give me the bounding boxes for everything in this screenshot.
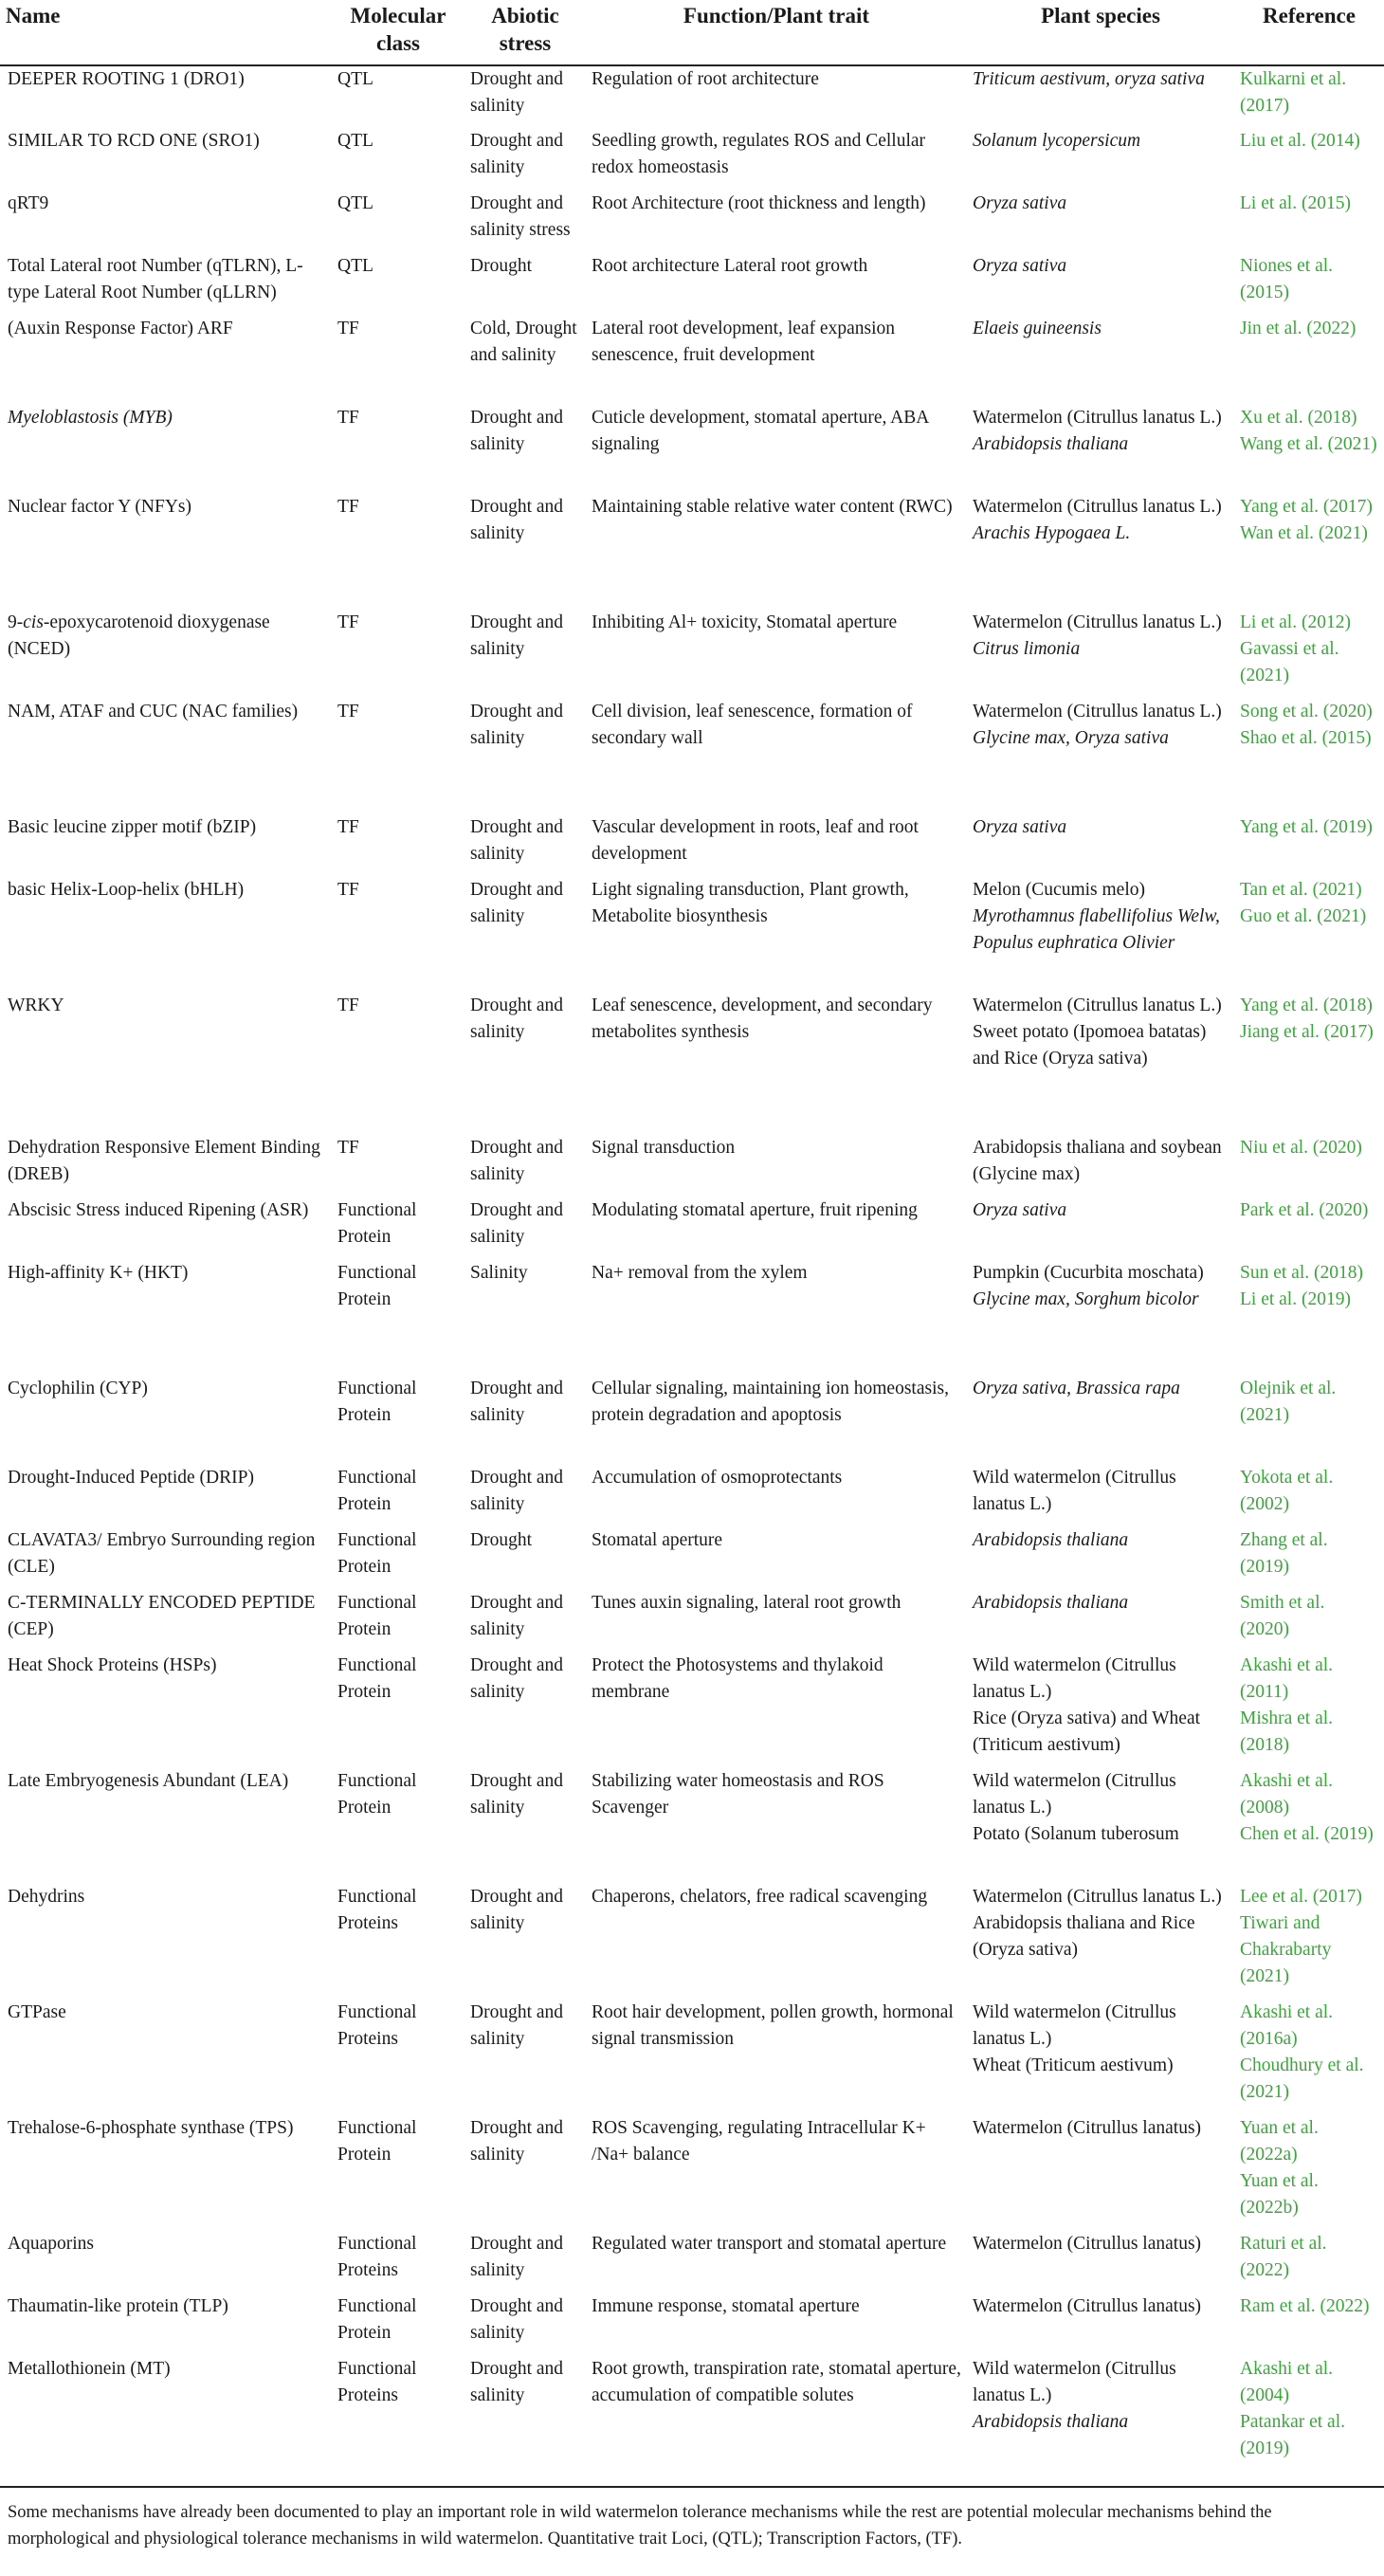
species-line: Wheat (Triticum aestivum) (973, 2055, 1174, 2075)
cell-function: Modulating stomatal aperture, fruit ripening (592, 1200, 918, 1220)
cell-species (967, 877, 1234, 993)
table-row (0, 1465, 1384, 1527)
cell-class: QTL (337, 256, 373, 276)
reference-link[interactable]: Shao et al. (2015) (1240, 728, 1372, 748)
cell-reference (1234, 1260, 1384, 1376)
cell-name: Abscisic Stress induced Ripening (ASR) (8, 1200, 309, 1220)
cell-name: Drought-Induced Peptide (DRIP) (8, 1468, 254, 1488)
cell-reference-link[interactable]: Liu et al. (2014) (1240, 131, 1360, 151)
header-molecular-class: Molecular class (332, 0, 464, 65)
cell-species (967, 1260, 1234, 1376)
cell-function: Inhibiting Al+ toxicity, Stomatal aperture (592, 612, 898, 632)
cell-name: Dehydrins (8, 1887, 85, 1907)
table-row (0, 1527, 1384, 1590)
table-row (0, 1653, 1384, 1768)
cell-species: Oryza sativa (973, 256, 1067, 276)
name-part: cis (23, 612, 44, 632)
table-row (0, 494, 1384, 610)
reference-link[interactable]: Gavassi et al. (2021) (1240, 639, 1339, 685)
reference-link[interactable]: Choudhury et al. (2021) (1240, 2055, 1364, 2102)
cell-function: ROS Scavenging, regulating Intracellular K+ /Na+ balance (592, 2118, 926, 2165)
cell-class: TF (337, 612, 359, 632)
cell-class: Functional Proteins (337, 2359, 417, 2405)
cell-reference (1234, 1884, 1384, 2000)
cell-reference (1234, 699, 1384, 814)
header-function: Function/Plant trait (586, 0, 967, 65)
reference-link[interactable]: Yuan et al. (2022b) (1240, 2171, 1319, 2218)
cell-name: Dehydration Responsive Element Binding (DREB) (8, 1138, 320, 1184)
cell-species: Oryza sativa (973, 817, 1067, 837)
cell-class: TF (337, 702, 359, 722)
cell-stress: Drought and salinity (470, 2002, 564, 2049)
cell-stress: Drought (470, 256, 532, 276)
cell-reference-link[interactable]: Niones et al. (2015) (1240, 256, 1334, 302)
cell-species: Triticum aestivum, oryza sativa (973, 69, 1205, 89)
cell-class: Functional Proteins (337, 1887, 417, 1933)
cell-stress: Drought and salinity (470, 1200, 564, 1247)
cell-stress: Drought and salinity (470, 69, 564, 116)
cell-species: Arabidopsis thaliana and soybean (Glycine max) (973, 1138, 1222, 1184)
cell-name: Aquaporins (8, 2234, 94, 2254)
cell-class: TF (337, 497, 359, 517)
cell-reference (1234, 405, 1384, 494)
cell-function: Tunes auxin signaling, lateral root growth (592, 1593, 901, 1613)
species-line: Myrothamnus flabellifolius Welw, Populus euphratica Olivier (973, 906, 1220, 953)
cell-name: High-affinity K+ (HKT) (8, 1263, 189, 1283)
species-line: Arabidopsis thaliana (973, 2412, 1129, 2432)
species-line: Arabidopsis thaliana (973, 434, 1129, 454)
cell-species (967, 2356, 1234, 2462)
cell-name: basic Helix-Loop-helix (bHLH) (8, 880, 245, 900)
reference-link[interactable]: Akashi et al. (2004) (1240, 2359, 1334, 2405)
header-reference: Reference (1234, 0, 1384, 65)
cell-reference-link[interactable]: Ram et al. (2022) (1240, 2296, 1370, 2316)
cell-name: NAM, ATAF and CUC (NAC families) (8, 702, 299, 722)
cell-stress: Drought and salinity (470, 612, 564, 659)
reference-link[interactable]: Akashi et al. (2008) (1240, 1771, 1334, 1818)
cell-function: Root architecture Lateral root growth (592, 256, 868, 276)
cell-reference (1234, 2000, 1384, 2115)
table-row (0, 2000, 1384, 2115)
species-line: Watermelon (Citrullus lanatus L.) (973, 702, 1222, 722)
cell-class: Functional Protein (337, 1530, 417, 1577)
cell-name: Late Embryogenesis Abundant (LEA) (8, 1771, 289, 1791)
table-row (0, 65, 1384, 128)
reference-link[interactable]: Lee et al. (2017) (1240, 1887, 1362, 1907)
cell-function: Cell division, leaf senescence, formation of secondary wall (592, 702, 913, 748)
reference-link[interactable]: Jiang et al. (2017) (1240, 1022, 1374, 1042)
cell-class: Functional Proteins (337, 2234, 417, 2280)
species-line: Wild watermelon (Citrullus lanatus L.) (973, 2002, 1176, 2049)
cell-class: TF (337, 880, 359, 900)
cell-function: Signal transduction (592, 1138, 736, 1158)
reference-link[interactable]: Xu et al. (2018) (1240, 408, 1357, 428)
cell-function: Maintaining stable relative water content (RWC) (592, 497, 953, 517)
cell-reference (1234, 993, 1384, 1135)
table-row (0, 2293, 1384, 2356)
reference-link[interactable]: Yang et al. (2017) (1240, 497, 1373, 517)
table-row (0, 877, 1384, 993)
table-row (0, 316, 1384, 405)
cell-class: Functional Proteins (337, 2002, 417, 2049)
cell-reference-link[interactable]: Yang et al. (2019) (1240, 817, 1373, 837)
cell-stress: Drought and salinity (470, 2118, 564, 2165)
cell-species: Watermelon (Citrullus lanatus) (973, 2234, 1202, 2254)
reference-link[interactable]: Patankar et al. (2019) (1240, 2412, 1345, 2458)
species-line: Wild watermelon (Citrullus lanatus L.) (973, 2359, 1176, 2405)
cell-species (967, 993, 1234, 1135)
table-header-row (0, 0, 1384, 65)
cell-reference (1234, 877, 1384, 993)
cell-reference (1234, 2356, 1384, 2462)
name-part: 9- (8, 612, 24, 632)
cell-stress: Drought and salinity (470, 2234, 564, 2280)
cell-stress: Drought (470, 1530, 532, 1550)
reference-link[interactable]: Yang et al. (2018) (1240, 996, 1373, 1015)
species-line: Melon (Cucumis melo) (973, 880, 1145, 900)
table-row (0, 405, 1384, 494)
name-part: -epoxycarotenoid dioxygenase (NCED) (8, 612, 270, 659)
cell-species (967, 1768, 1234, 1884)
cell-name: Metallothionein (MT) (8, 2359, 171, 2379)
cell-name: Basic leucine zipper motif (bZIP) (8, 817, 257, 837)
cell-species (967, 1884, 1234, 2000)
species-line: Wild watermelon (Citrullus lanatus L.) (973, 1771, 1176, 1818)
cell-function: Vascular development in roots, leaf and root development (592, 817, 919, 864)
cell-name: (Auxin Response Factor) ARF (8, 319, 233, 338)
cell-name: WRKY (8, 996, 64, 1015)
cell-stress: Drought and salinity (470, 880, 564, 926)
species-line: Sweet potato (Ipomoea batatas) and Rice (Oryza sativa) (973, 1022, 1207, 1069)
cell-stress: Drought and salinity (470, 1138, 564, 1184)
reference-link[interactable]: Yuan et al. (2022a) (1240, 2118, 1319, 2165)
cell-species: Solanum lycopersicum (973, 131, 1141, 151)
cell-stress: Drought and salinity (470, 1379, 564, 1425)
cell-class: Functional Protein (337, 1771, 417, 1818)
reference-link[interactable]: Chen et al. (2019) (1240, 1824, 1374, 1844)
species-line: Watermelon (Citrullus lanatus L.) (973, 1887, 1222, 1907)
cell-class: TF (337, 1138, 359, 1158)
cell-class: Functional Protein (337, 1593, 417, 1639)
cell-species: Arabidopsis thaliana (973, 1530, 1129, 1550)
table-row (0, 1376, 1384, 1465)
reference-link[interactable]: Akashi et al. (2016a) (1240, 2002, 1334, 2049)
cell-reference-link[interactable]: Olejnik et al. (2021) (1240, 1379, 1337, 1425)
cell-reference (1234, 1768, 1384, 1884)
cell-name: Thaumatin-like protein (TLP) (8, 2296, 228, 2316)
cell-reference-link[interactable]: Zhang et al. (2019) (1240, 1530, 1328, 1577)
cell-species: Oryza sativa (973, 1200, 1067, 1220)
cell-function: Lateral root development, leaf expansion senescence, fruit development (592, 319, 895, 365)
species-line: Potato (Solanum tuberosum (973, 1824, 1179, 1844)
cell-function: Root growth, transpiration rate, stomatal aperture, accumulation of compatible solutes (592, 2359, 961, 2405)
cell-function: Na+ removal from the xylem (592, 1263, 808, 1283)
table-row (0, 2231, 1384, 2293)
cell-class: Functional Protein (337, 1200, 417, 1247)
species-line: Arachis Hypogaea L. (973, 523, 1131, 543)
cell-function: Protect the Photosystems and thylakoid membrane (592, 1655, 883, 1702)
cell-class: TF (337, 408, 359, 428)
cell-function: Light signaling transduction, Plant growth, Metabolite biosynthesis (592, 880, 909, 926)
cell-reference (1234, 494, 1384, 610)
cell-name: Heat Shock Proteins (HSPs) (8, 1655, 217, 1675)
reference-link[interactable]: Sun et al. (2018) (1240, 1263, 1363, 1283)
reference-link[interactable]: Guo et al. (2021) (1240, 906, 1367, 926)
reference-link[interactable]: Li et al. (2019) (1240, 1289, 1351, 1309)
cell-stress: Cold, Drought and salinity (470, 319, 577, 365)
cell-stress: Drought and salinity (470, 702, 564, 748)
header-name: Name (0, 0, 332, 65)
table-row (0, 2356, 1384, 2462)
table-row (0, 1135, 1384, 1197)
table-row (0, 1260, 1384, 1376)
cell-class: Functional Protein (337, 1468, 417, 1514)
cell-reference-link[interactable]: Jin et al. (2022) (1240, 319, 1357, 338)
cell-stress: Salinity (470, 1263, 528, 1283)
species-line: Watermelon (Citrullus lanatus L.) (973, 497, 1222, 517)
species-line: Pumpkin (Cucurbita moschata) (973, 1263, 1204, 1283)
cell-function: Stabilizing water homeostasis and ROS Scavenger (592, 1771, 884, 1818)
cell-species (967, 610, 1234, 699)
species-line: Glycine max, Oryza sativa (973, 728, 1169, 748)
table-row (0, 191, 1384, 253)
table-bottom-rule (0, 2486, 1384, 2488)
cell-species: Wild watermelon (Citrullus lanatus L.) (973, 1468, 1176, 1514)
table-row (0, 1197, 1384, 1260)
table-row (0, 1768, 1384, 1884)
cell-reference (1234, 1653, 1384, 1768)
cell-function: Stomatal aperture (592, 1530, 723, 1550)
table-row (0, 2115, 1384, 2231)
cell-species: Oryza sativa, Brassica rapa (973, 1379, 1180, 1398)
cell-function: Regulation of root architecture (592, 69, 819, 89)
cell-reference (1234, 610, 1384, 699)
cell-class: QTL (337, 193, 373, 213)
cell-name: SIMILAR TO RCD ONE (SRO1) (8, 131, 260, 151)
cell-name: DEEPER ROOTING 1 (DRO1) (8, 69, 245, 89)
cell-species (967, 1653, 1234, 1768)
cell-species: Watermelon (Citrullus lanatus) (973, 2296, 1202, 2316)
table-row (0, 1590, 1384, 1653)
reference-link[interactable]: Wan et al. (2021) (1240, 523, 1368, 543)
reference-link[interactable]: Akashi et al. (2011) (1240, 1655, 1334, 1702)
cell-stress: Drought and salinity (470, 2359, 564, 2405)
reference-link[interactable]: Mishra et al. (2018) (1240, 1708, 1334, 1755)
table-row (0, 1884, 1384, 2000)
cell-stress: Drought and salinity (470, 497, 564, 543)
species-line: Arabidopsis thaliana and Rice (Oryza sativa) (973, 1913, 1195, 1960)
cell-species: Oryza sativa (973, 193, 1067, 213)
cell-reference-link[interactable]: Li et al. (2015) (1240, 193, 1351, 213)
table-footnote: Some mechanisms have already been documented to play an important role in wild watermelon tolerance mechanisms while the rest are potential molecular mechanisms behind the morphological and physiological tolerance mechanisms in wild watermelon. Quantitative trait Loci, (QTL); Transcription Factors, (TF). (8, 2503, 1272, 2549)
cell-species (967, 2000, 1234, 2115)
cell-class: Functional Protein (337, 1263, 417, 1309)
cell-class: QTL (337, 131, 373, 151)
header-abiotic-stress: Abiotic stress (464, 0, 586, 65)
cell-class: TF (337, 996, 359, 1015)
cell-stress: Drought and salinity (470, 1887, 564, 1933)
cell-name: Nuclear factor Y (NFYs) (8, 497, 192, 517)
table-row (0, 128, 1384, 191)
cell-reference-link[interactable]: Smith et al. (2020) (1240, 1593, 1325, 1639)
cell-reference-link[interactable]: Niu et al. (2020) (1240, 1138, 1362, 1158)
table-row (0, 814, 1384, 877)
cell-species (967, 494, 1234, 610)
cell-species (967, 699, 1234, 814)
cell-stress: Drought and salinity (470, 2296, 564, 2343)
table-row (0, 699, 1384, 814)
cell-function: Immune response, stomatal aperture (592, 2296, 860, 2316)
cell-function: Regulated water transport and stomatal aperture (592, 2234, 947, 2254)
reference-link[interactable]: Tan et al. (2021) (1240, 880, 1362, 900)
cell-stress: Drought and salinity (470, 1771, 564, 1818)
cell-stress: Drought and salinity (470, 817, 564, 864)
cell-name: C-TERMINALLY ENCODED PEPTIDE (CEP) (8, 1593, 316, 1639)
cell-stress: Drought and salinity (470, 408, 564, 454)
species-line: Watermelon (Citrullus lanatus L.) (973, 612, 1222, 632)
cell-stress: Drought and salinity (470, 1468, 564, 1514)
cell-function: Accumulation of osmoprotectants (592, 1468, 843, 1488)
cell-class: Functional Protein (337, 2296, 417, 2343)
cell-function: Seedling growth, regulates ROS and Cellular redox homeostasis (592, 131, 926, 177)
cell-stress: Drought and salinity stress (470, 193, 571, 240)
reference-link[interactable]: Song et al. (2020) (1240, 702, 1373, 722)
cell-function: Root Architecture (root thickness and length) (592, 193, 926, 213)
cell-name (0, 610, 332, 699)
species-line: Watermelon (Citrullus lanatus L.) (973, 408, 1222, 428)
cell-class: Functional Protein (337, 2118, 417, 2165)
cell-species: Watermelon (Citrullus lanatus) (973, 2118, 1202, 2138)
cell-species: Elaeis guineensis (973, 319, 1102, 338)
cell-reference-link[interactable]: Kulkarni et al. (2017) (1240, 69, 1347, 116)
cell-function: Cuticle development, stomatal aperture, ABA signaling (592, 408, 929, 454)
cell-stress: Drought and salinity (470, 131, 564, 177)
cell-name: Cyclophilin (CYP) (8, 1379, 148, 1398)
table-row (0, 993, 1384, 1135)
table-row (0, 253, 1384, 316)
cell-name: CLAVATA3/ Embryo Surrounding region (CLE) (8, 1530, 316, 1577)
cell-name: Myeloblastosis (MYB) (8, 408, 173, 428)
header-plant-species: Plant species (967, 0, 1234, 65)
cell-reference (1234, 2115, 1384, 2231)
cell-function: Chaperons, chelators, free radical scavenging (592, 1887, 928, 1907)
cell-function: Cellular signaling, maintaining ion homeostasis, protein degradation and apoptosis (592, 1379, 949, 1425)
reference-link[interactable]: Tiwari and Chakrabarty (2021) (1240, 1913, 1332, 1986)
cell-stress: Drought and salinity (470, 1655, 564, 1702)
cell-reference-link[interactable]: Park et al. (2020) (1240, 1200, 1369, 1220)
cell-class: TF (337, 319, 359, 338)
cell-function: Leaf senescence, development, and secondary metabolites synthesis (592, 996, 933, 1042)
species-line: Watermelon (Citrullus lanatus L.) (973, 996, 1222, 1015)
reference-link[interactable]: Li et al. (2012) (1240, 612, 1351, 632)
cell-stress: Drought and salinity (470, 996, 564, 1042)
cell-name: Total Lateral root Number (qTLRN), L-type Lateral Root Number (qLLRN) (8, 256, 303, 302)
cell-species (967, 405, 1234, 494)
reference-link[interactable]: Wang et al. (2021) (1240, 434, 1377, 454)
cell-function: Root hair development, pollen growth, hormonal signal transmission (592, 2002, 954, 2049)
cell-reference-link[interactable]: Raturi et al. (2022) (1240, 2234, 1327, 2280)
cell-class: TF (337, 817, 359, 837)
species-line: Wild watermelon (Citrullus lanatus L.) (973, 1655, 1176, 1702)
cell-species: Arabidopsis thaliana (973, 1593, 1129, 1613)
cell-stress: Drought and salinity (470, 1593, 564, 1639)
cell-class: QTL (337, 69, 373, 89)
table-row (0, 610, 1384, 699)
cell-class: Functional Protein (337, 1655, 417, 1702)
cell-reference-link[interactable]: Yokota et al. (2002) (1240, 1468, 1334, 1514)
species-line: Citrus limonia (973, 639, 1081, 659)
cell-class: Functional Protein (337, 1379, 417, 1425)
cell-name: qRT9 (8, 193, 49, 213)
cell-name: GTPase (8, 2002, 66, 2022)
cell-name: Trehalose-6-phosphate synthase (TPS) (8, 2118, 294, 2138)
species-line: Rice (Oryza sativa) and Wheat (Triticum aestivum) (973, 1708, 1201, 1755)
species-line: Glycine max, Sorghum bicolor (973, 1289, 1199, 1309)
